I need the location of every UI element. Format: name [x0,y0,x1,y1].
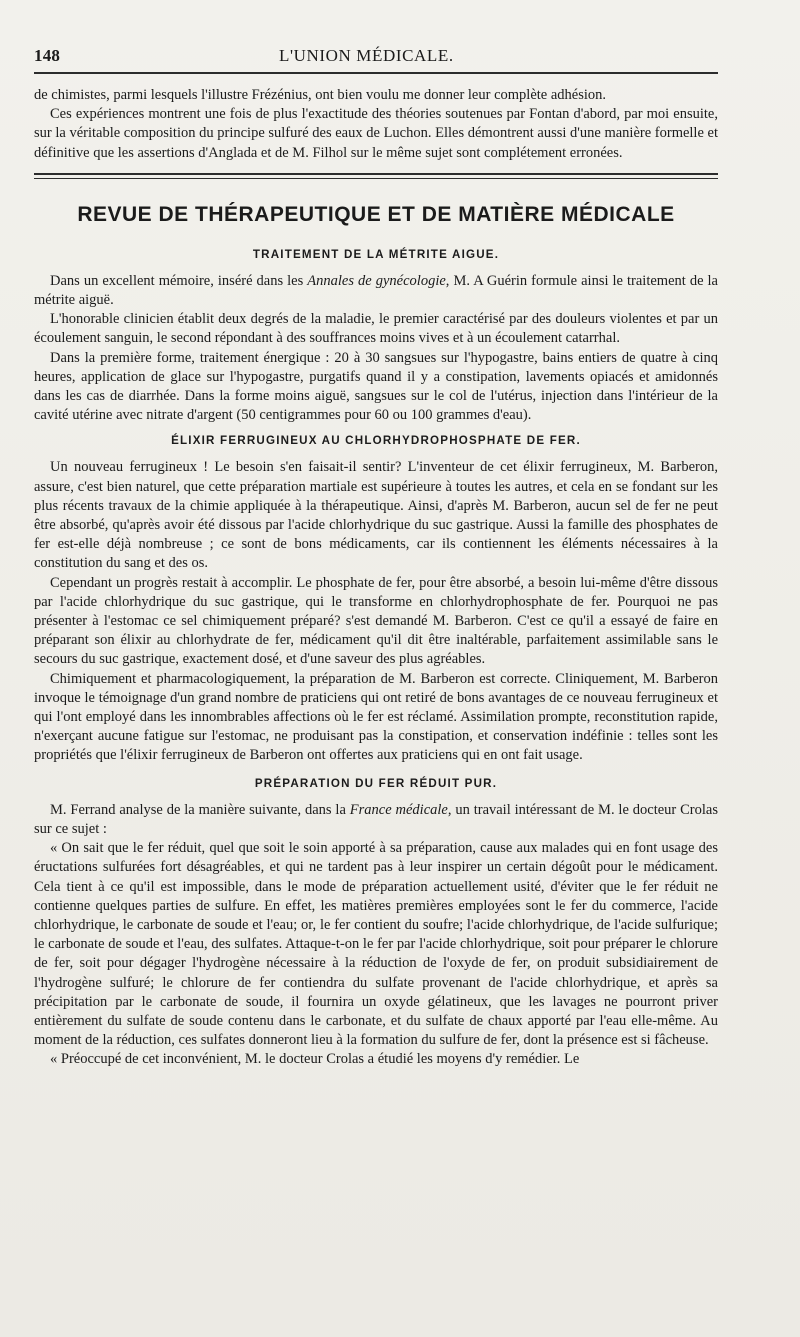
article-paragraph: Un nouveau ferrugineux ! Le besoin s'en faisait-il sentir? L'inventeur de cet élixir ferrugineux, M. Barberon, assure, c'est bien naturel, que cette préparation martiale est supérieure à toutes les autres, et cela en se fondant sur les plus récents travaux de la chimie appliquée à la thérapeutique. Ainsi, d'après M. Barberon, aucun sel de fer ne peut être absorbé, qu'après avoir été dissous par l'acide chlorhydrique du suc gastrique. Aussi la famille des phosphates de fer est-elle déjà nombreuse ; ce sont de bons médicaments, car ils contiennent les éléments nécessaires à la constitution du sang et des os. [34,459,718,572]
intro-paragraph: de chimistes, parmi lesquels l'illustre Frézénius, ont bien voulu me donner leur complète adhésion. [34,87,607,103]
page-header [34,44,718,74]
article-paragraph [34,801,718,839]
quoted-paragraph: « Préoccupé de cet inconvénient, M. le docteur Crolas a étudié les moyens d'y remédier. Le [50,1051,580,1068]
paragraph-text: M. Ferrand analyse de la manière suivante, dans la [50,801,350,818]
article-paragraph: Cependant un progrès restait à accomplir. Le phosphate de fer, pour être absorbé, a besoin lui-même d'être dissous par l'acide chlorhydrique du suc gastrique, qui le transforme en chlorhydrophosphate de fer. Pourquoi ne pas présenter à l'estomac ce sel chimiquement préparé? s'est demandé M. Barberon. C'est ce qu'il a essayé de faire en préparant son élixir au chlorhydrate de fer, médicament qu'il dit être inaltérable, parfaitement assimilable sans le secours du suc gastrique, exactement dosé, et d'une saveur des plus agréables. [34,574,718,668]
section-divider [34,173,718,179]
page-bottom-space [34,1070,718,1092]
article-content [34,86,718,1092]
paragraph-text: , M. A Guérin formule ainsi le traitement de la métrite aiguë. [34,272,718,309]
article-paragraph: Chimiquement et pharmacologiquement, la préparation de M. Barberon est correcte. Cliniquement, M. Barberon invoque le témoignage d'un grand nombre de praticiens qui ont retiré de bons avantages de ce nouveau ferrugineux et qui l'ont employé dans les innombrables affections où le fer est réclamé. Assimilation prompte, reconstitution rapide, n'exerçant aucune fatigue sur l'estomac, ne produisant pas la constipation, et conservation indéfinie : telles sont les propriétés que l'élixir ferrugineux de Barberon ont offertes aux praticiens qui en ont fait usage. [34,670,718,764]
paragraph-text: , un travail intéressant de M. le docteur Crolas sur ce sujet : [34,801,718,837]
review-title: REVUE DE THÉRAPEUTIQUE ET DE MATIÈRE MÉDICALE [77,202,675,226]
intro-paragraph: Ces expériences montrent une fois de plus l'exactitude des théories soutenues par Fontan d'abord, par moi ensuite, sur la véritable composition du principe sulfuré des eaux de Luchon. Elles démontrent aussi d'une manière formelle et définitive que les assertions d'Anglada et de M. Filhol sur le même sujet sont complétement erronées. [34,106,718,161]
paragraph-text: Dans un excellent mémoire, inséré dans les [50,272,308,289]
subsection-title: ÉLIXIR FERRUGINEUX AU CHLORHYDROPHOSPHATE DE FER. [171,434,581,448]
journal-reference: Annales de gynécologie [307,272,446,289]
quoted-paragraph: « On sait que le fer réduit, quel que soit le soin apporté à sa préparation, cause aux malades qui en font usage des éructations sulfurées fort désagréables, et qui ne tardent pas à leur inspirer un certain dégoût pour le médicament. Cela tient à ce qu'il est impossible, dans le mode de préparation actuellement usité, d'éviter que le fer réduit ne contienne quelques parties de sulfure. En effet, les matières premières employées sont le fer du commerce, l'acide chlorhydrique, le carbonate de soude et l'eau; or, le fer contient du soufre; l'acide chlorhydrique, de l'acide sulfurique; le carbonate de soude et l'eau, des sulfates. Attaque-t-on le fer par l'acide chlorhydrique, soit pour préparer le chlorure de fer, soit pour dégager l'hydrogène nécessaire à la réduction de l'oxyde de fer, on produit subsidiairement de l'hydrogène sulfuré; le chlorure de fer contiendra du sulfate provenant de l'acide chlorhydrique, et après sa précipitation par le carbonate de soude, il fournira un oxyde gélatineux, que les lavages ne pourront priver entièrement du sulfate de soude contenu dans le carbonate, et du sulfate de chaux apporté par l'eau elle-même. Au moment de la réduction, ces sulfates donneront lieu à la formation du sulfure de fer, dont la présence est si fâcheuse. [34,840,718,1049]
article-paragraph [34,272,718,310]
subsection-title: TRAITEMENT DE LA MÉTRITE AIGUE. [252,247,500,261]
journal-title: L'UNION MÉDICALE. [279,46,454,65]
subsection-title: PRÉPARATION DU FER RÉDUIT PUR. [254,776,498,790]
journal-reference: France médicale [349,801,448,818]
page-number: 148 [34,46,61,65]
article-paragraph: L'honorable clinicien établit deux degrés de la maladie, le premier caractérisé par des douleurs violentes et par un écoulement sanguin, le second répondant à des souffrances moins vives et à un écoulement catarrhal. [34,311,718,347]
article-paragraph: Dans la première forme, traitement énergique : 20 à 30 sangsues sur l'hypogastre, bains entiers de quatre à cinq heures, application de glace sur l'hypogastre, purgatifs quand il y a constipation, lavements opiacés et amidonnés dans les cas de diarrhée. Dans la forme moins aiguë, sangsues sur le col de l'utérus, injection dans l'intérieur de la cavité utérine avec nitrate d'argent (50 centigrammes pour 60 ou 100 grammes d'eau). [34,349,718,424]
